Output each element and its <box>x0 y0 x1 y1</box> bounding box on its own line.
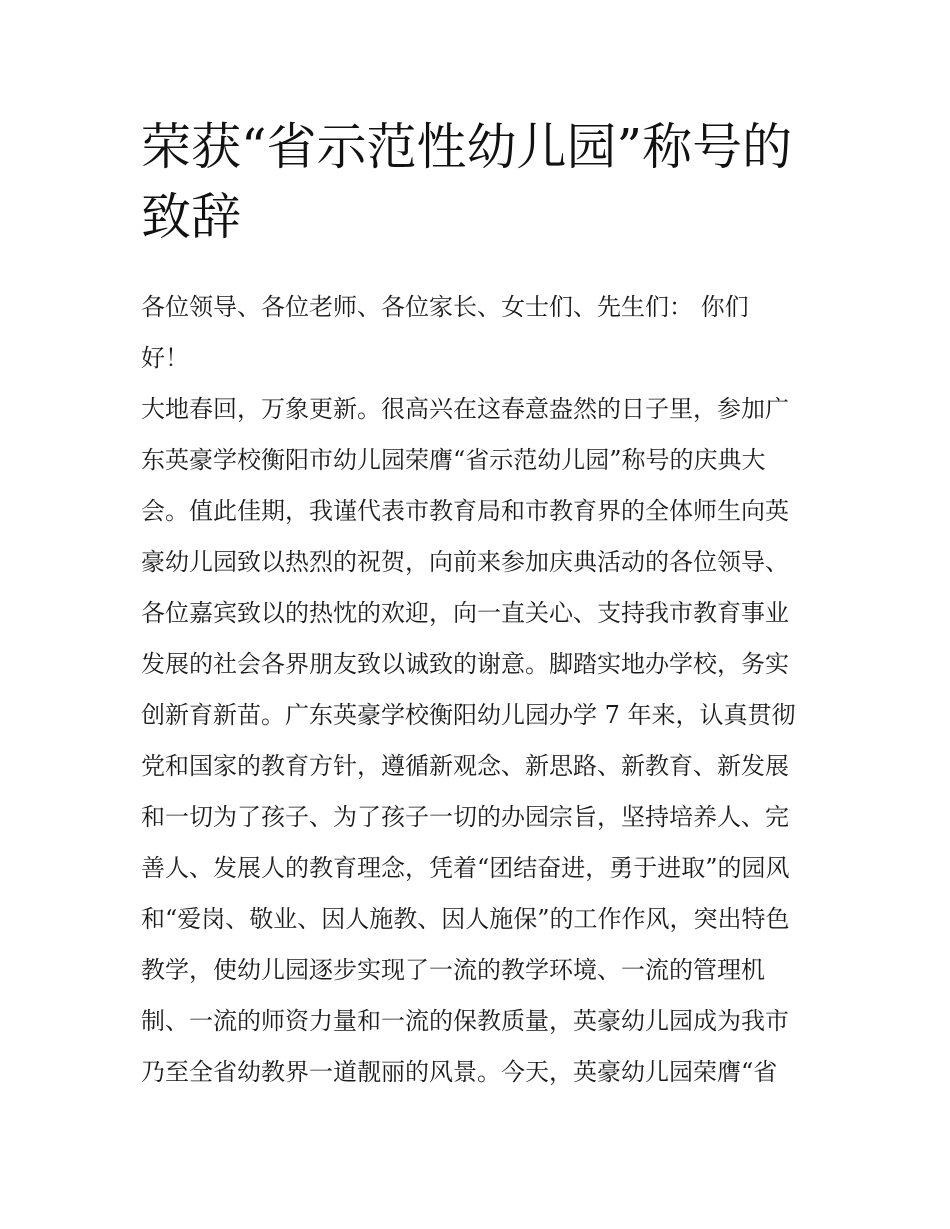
body-line: 党和国家的教育方针，遵循新观念、新思路、新教育、新发展 <box>141 752 789 780</box>
body-line: 善人、发展人的教育理念，凭着“团结奋进，勇于进取”的园风 <box>141 854 790 882</box>
body-line: 教学，使幼儿园逐步实现了一流的教学环境、一流的管理机 <box>141 956 765 984</box>
body-line: 会。值此佳期，我谨代表市教育局和市教育界的全体师生向英 <box>141 497 789 525</box>
body-line: 和一切为了孩子、为了孩子一切的办园宗旨，坚持培养人、完 <box>141 803 789 831</box>
document-title <box>141 112 813 252</box>
document-content <box>141 112 813 1098</box>
body-line: 各位领导、各位老师、各位家长、女士们、先生们： 你们 <box>141 293 749 321</box>
body-line: 制、一流的师资力量和一流的保教质量，英豪幼儿园成为我市 <box>141 1007 789 1035</box>
body-line: 好！ <box>141 344 189 372</box>
body-line: 乃至全省幼教界一道靓丽的风景。今天，英豪幼儿园荣膺“省 <box>141 1058 778 1086</box>
document-body <box>141 282 813 1098</box>
body-line: 发展的社会各界朋友致以诚致的谢意。脚踏实地办学校，务实 <box>141 650 789 678</box>
body-line: 豪幼儿园致以热烈的祝贺，向前来参加庆典活动的各位领导、 <box>141 548 789 576</box>
body-line: 东英豪学校衡阳市幼儿园荣膺“省示范幼儿园”称号的庆典大 <box>141 446 766 474</box>
body-line: 各位嘉宾致以的热忱的欢迎，向一直关心、支持我市教育事业 <box>141 599 789 627</box>
body-line: 和“爱岗、敬业、因人施教、因人施保”的工作作风，突出特色 <box>141 905 790 933</box>
body-line: 大地春回，万象更新。很高兴在这春意盎然的日子里，参加广 <box>141 395 789 423</box>
body-line: 创新育新苗。广东英豪学校衡阳幼儿园办学 7 年来，认真贯彻 <box>141 701 796 729</box>
title-line: 致辞 <box>141 188 241 246</box>
title-line: 荣获“省示范性幼儿园”称号的 <box>141 118 793 176</box>
